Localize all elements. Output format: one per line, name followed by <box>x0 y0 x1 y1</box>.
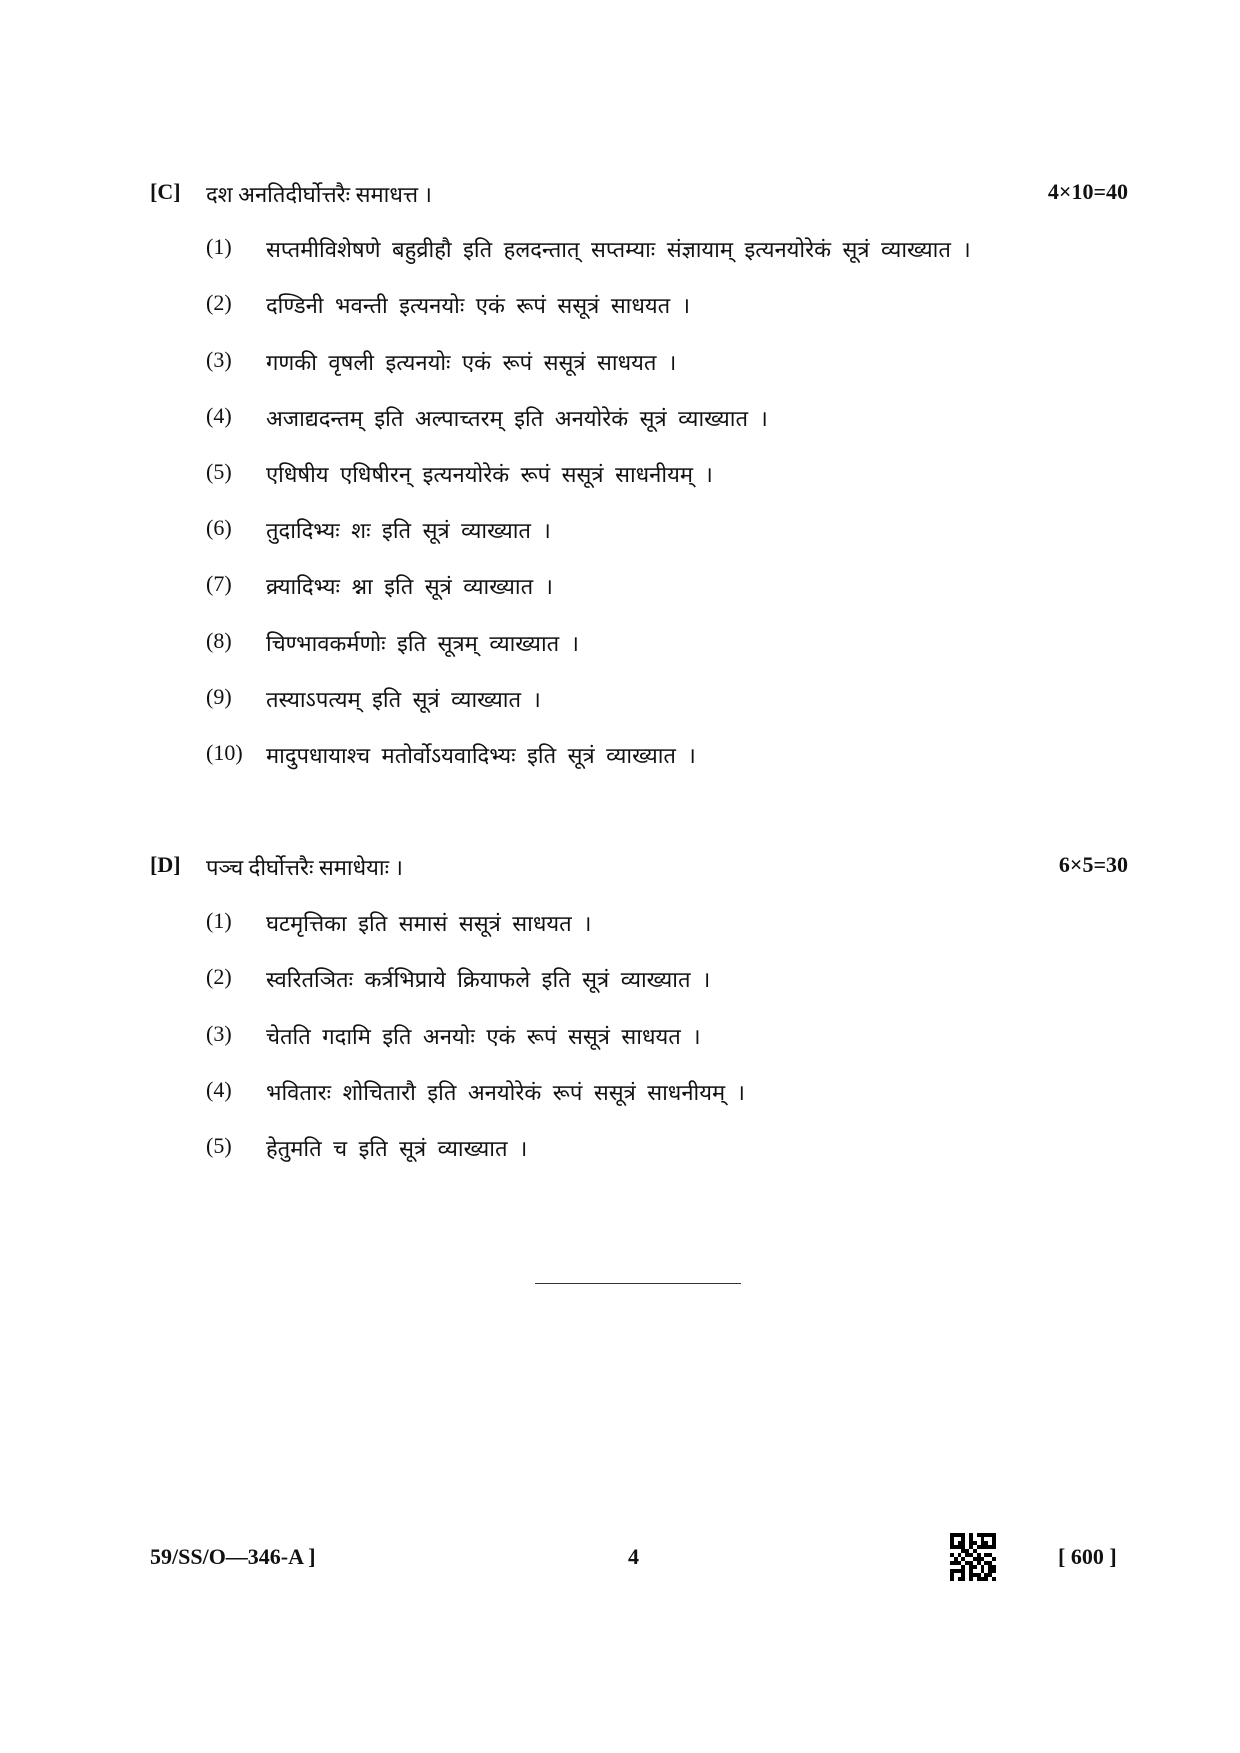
question-text: अजाद्यदन्तम् इति अल्पाच्तरम् इति अनयोरेकं सूत्रं व्याख्यात । <box>266 406 768 431</box>
question-text: दण्डिनी भवन्ती इत्यनयोः एकं रूपं ससूत्रं साधयत । <box>266 293 691 318</box>
question-number: (3) <box>206 347 232 372</box>
question-text: चेतति गदामि इति अनयोः एकं रूपं ससूत्रं साधयत । <box>266 1024 701 1049</box>
question-text: मादुपधायाश्च मतोर्वोऽयवादिभ्यः इति सूत्रं व्याख्यात । <box>266 743 696 768</box>
question-number: (7) <box>206 571 232 596</box>
question-number: (10) <box>206 740 243 765</box>
question-number: (1) <box>206 908 232 933</box>
question-number: (5) <box>206 1133 232 1158</box>
question-text: गणकी वृषली इत्यनयोः एकं रूपं ससूत्रं साधयत । <box>266 350 677 375</box>
qr-code-icon <box>950 1533 996 1581</box>
question-number: (4) <box>206 403 232 428</box>
question-text: घटमृत्तिका इति समासं ससूत्रं साधयत । <box>266 911 592 936</box>
question-text: सप्तमीविशेषणे बहुव्रीहौ इति हलदन्तात् सप्तम्याः संज्ञायाम् इत्यनयोरेकं सूत्रं व्याख्यात । <box>266 237 971 262</box>
question-number: (4) <box>206 1077 232 1102</box>
question-number: (6) <box>206 515 232 540</box>
page-number: 4 <box>628 1544 639 1569</box>
question-text: क्र्यादिभ्यः श्ना इति सूत्रं व्याख्यात । <box>266 574 553 599</box>
paper-code: 59/SS/O—346-A ] <box>150 1544 316 1569</box>
section-c-heading: दश अनतिदीर्घोत्तरैः समाधत्त । <box>206 182 432 207</box>
question-number: (5) <box>206 459 232 484</box>
question-text: हेतुमति च इति सूत्रं व्याख्यात । <box>266 1136 528 1161</box>
question-text: स्वरितञितः कर्त्रभिप्राये क्रियाफले इति सूत्रं व्याख्यात । <box>266 967 711 992</box>
question-number: (8) <box>206 628 232 653</box>
question-number: (1) <box>206 234 232 259</box>
question-number: (2) <box>206 964 232 989</box>
section-d-heading: पञ्च दीर्घोत्तरैः समाधेयाः । <box>206 855 403 880</box>
question-text: चिण्भावकर्मणोः इति सूत्रम् व्याख्यात । <box>266 631 580 656</box>
section-d-marks: 6×5=30 <box>1058 852 1128 877</box>
copy-count: [ 600 ] <box>1058 1544 1117 1569</box>
question-text: भवितारः शोचितारौ इति अनयोरेकं रूपं ससूत्रं साधनीयम् । <box>266 1080 745 1105</box>
question-text: एधिषीय एधिषीरन् इत्यनयोरेकं रूपं ससूत्रं साधनीयम् । <box>266 462 713 487</box>
section-d-label: [D] <box>150 852 181 877</box>
question-number: (9) <box>206 684 232 709</box>
section-c-marks: 4×10=40 <box>1047 179 1128 204</box>
question-number: (3) <box>206 1021 232 1046</box>
end-rule <box>535 1283 741 1284</box>
section-c-label: [C] <box>150 179 181 204</box>
question-text: तस्याऽपत्यम् इति सूत्रं व्याख्यात । <box>266 687 541 712</box>
question-number: (2) <box>206 290 232 315</box>
question-text: तुदादिभ्यः शः इति सूत्रं व्याख्यात । <box>266 518 551 543</box>
